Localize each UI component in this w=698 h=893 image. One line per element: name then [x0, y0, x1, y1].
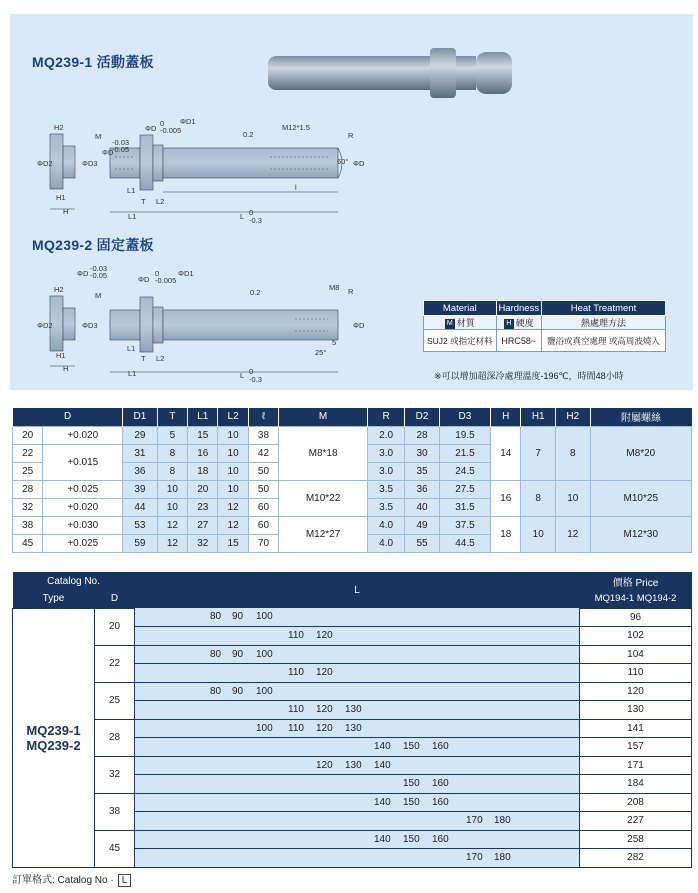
table-cell: 31	[123, 444, 158, 462]
l-value: 100	[256, 611, 273, 622]
table-cell: +0.025	[43, 480, 123, 498]
table-row	[13, 793, 692, 812]
d-cell: 20	[95, 608, 135, 645]
lbl-l1a: L1	[127, 186, 136, 195]
table-cell: 19.5	[439, 426, 490, 444]
table-cell: 18	[188, 462, 218, 480]
table-row	[13, 426, 692, 444]
l-value: 110	[288, 630, 304, 641]
table-cell: 3.5	[367, 480, 404, 498]
table-cell: 60	[248, 498, 278, 516]
t1-header: D1	[123, 408, 158, 426]
table-cell: 8	[157, 462, 187, 480]
table-cell: 15	[218, 534, 248, 552]
d-cell: 38	[95, 793, 135, 830]
table-cell: 10	[521, 516, 556, 552]
l-value: 100	[256, 685, 273, 697]
lbl2-tol2a: 0	[155, 269, 160, 278]
table-row	[13, 719, 692, 738]
lbl2-l: L	[240, 371, 245, 380]
table-cell: 27	[188, 516, 218, 534]
price-cell: 130	[580, 701, 692, 720]
table-cell: 36	[123, 462, 158, 480]
spec-table	[423, 300, 666, 352]
t1-header: D3	[439, 408, 490, 426]
lbl2-ltol2: -0.3	[249, 375, 262, 384]
d-cell: 28	[95, 719, 135, 756]
h-catalog: Catalog No.	[13, 572, 135, 590]
l-value: 150	[403, 796, 420, 808]
table-cell: 10	[555, 480, 590, 516]
l-cell	[135, 738, 580, 757]
type-cell	[13, 608, 95, 867]
lbl2-l2: L2	[156, 354, 165, 363]
lbl-tol1a: -0.03	[112, 138, 130, 147]
l-value: 90	[232, 685, 244, 697]
h-badge-icon: H	[504, 319, 514, 329]
l-value: 160	[432, 741, 449, 752]
table-row	[13, 645, 692, 664]
l-value: 130	[345, 704, 362, 715]
table-row	[13, 682, 692, 701]
lbl2-r: R	[348, 287, 354, 296]
l-value: 180	[494, 815, 511, 826]
price-cell: 184	[580, 775, 692, 794]
lbl2-phid2: ΦD	[138, 275, 150, 284]
h-l: L	[135, 572, 580, 608]
l-cell	[135, 719, 580, 738]
l-cell	[135, 682, 580, 701]
l-cell	[135, 756, 580, 775]
spec-material: SUJ2 或指定材料	[424, 330, 497, 352]
table-cell: 23	[188, 498, 218, 516]
table-cell: 7	[521, 426, 556, 480]
l-value: 120	[316, 630, 333, 641]
l-value: 100	[256, 722, 273, 734]
table-cell: 12	[218, 516, 248, 534]
lbl2-rough: 0.2	[250, 288, 261, 297]
l-cell	[135, 849, 580, 868]
type-1: MQ239-1	[26, 722, 81, 738]
l-value: 80	[210, 648, 222, 660]
lbl-phid-end: ΦD	[353, 159, 365, 168]
t1-header: H1	[521, 408, 556, 426]
table-cell: 35	[405, 462, 440, 480]
table-cell: 10	[218, 462, 248, 480]
table-cell: 31.5	[439, 498, 490, 516]
l-value: 160	[432, 778, 449, 789]
price-cell: 141	[580, 719, 692, 738]
lbl2-d3: ΦD3	[82, 321, 98, 330]
l-cell	[135, 664, 580, 683]
table-cell: 32	[188, 534, 218, 552]
h-price-sub: MQ194-1 MQ194-2	[580, 590, 692, 608]
table-cell: 12	[157, 516, 187, 534]
price-cell: 282	[580, 849, 692, 868]
table-cell: 30	[405, 444, 440, 462]
l-value: 120	[316, 667, 333, 678]
table-cell: 55	[405, 534, 440, 552]
table-cell: 14	[491, 426, 521, 480]
lbl-d3: ΦD3	[82, 159, 98, 168]
l-cell	[135, 793, 580, 812]
spec-sub-treatment: 熱處理方法	[541, 316, 665, 330]
table-cell: +0.015	[43, 444, 123, 480]
lbl-tol2a: 0	[160, 119, 165, 128]
table-cell: 10	[157, 480, 187, 498]
price-cell: 102	[580, 627, 692, 646]
l-value: 80	[210, 611, 222, 622]
lbl-phid1: ΦD1	[180, 117, 196, 126]
table-row	[13, 480, 692, 498]
l-value: 170	[466, 852, 483, 863]
table-cell: 42	[248, 444, 278, 462]
lbl-l1b: L1	[128, 212, 137, 221]
lbl2-m: M	[95, 291, 102, 300]
table-cell: 28	[13, 480, 43, 498]
table-cell: +0.030	[43, 516, 123, 534]
table-cell: 40	[405, 498, 440, 516]
t1-header: R	[367, 408, 404, 426]
lbl2-h1: H1	[56, 351, 66, 360]
table-cell: 25	[13, 462, 43, 480]
l-value: 110	[288, 667, 304, 678]
price-cell: 120	[580, 682, 692, 701]
table-cell: 18	[491, 516, 521, 552]
lbl-tol2b: -0.005	[160, 126, 182, 135]
lbl-angle: 60°	[337, 157, 349, 166]
h-type: Type	[13, 590, 95, 608]
m-badge-icon: M	[445, 319, 455, 329]
t1-header: H	[491, 408, 521, 426]
table-cell: 50	[248, 480, 278, 498]
table-row	[13, 608, 692, 627]
table-cell: M12*27	[279, 516, 368, 552]
t1-header: D2	[405, 408, 440, 426]
l-value: 140	[374, 741, 391, 752]
lbl-tol1b: -0.05	[112, 145, 130, 154]
t1-header: M	[279, 408, 368, 426]
l-value: 120	[316, 722, 333, 734]
lbl-h: H	[63, 207, 69, 216]
table-cell: M8*18	[279, 426, 368, 480]
lbl2-phid1: ΦD1	[178, 269, 194, 278]
price-cell: 110	[580, 664, 692, 683]
table-cell: 49	[405, 516, 440, 534]
lbl-phid2: ΦD	[145, 124, 157, 133]
table-cell: +0.025	[43, 534, 123, 552]
table-cell: 12	[555, 516, 590, 552]
table-cell: 44	[123, 498, 158, 516]
table-cell: 24.5	[439, 462, 490, 480]
table-cell: 2.0	[367, 426, 404, 444]
l-value: 80	[210, 685, 222, 697]
lbl-t: T	[141, 197, 146, 206]
type-2: MQ239-2	[26, 737, 81, 753]
l-value: 130	[345, 759, 362, 771]
spec-hardness: HRC58~	[496, 330, 541, 352]
t1-header: ℓ	[248, 408, 278, 426]
lbl-h2: H2	[54, 123, 64, 132]
table-cell: 3.0	[367, 462, 404, 480]
l-value: 140	[374, 759, 391, 771]
table-cell: 8	[157, 444, 187, 462]
table-cell: 29	[123, 426, 158, 444]
lbl-l2: L2	[156, 197, 165, 206]
d-cell: 25	[95, 682, 135, 719]
l-value: 140	[374, 833, 391, 845]
table-cell: 12	[218, 498, 248, 516]
t1-header: H2	[555, 408, 590, 426]
l-value: 170	[466, 815, 483, 826]
l-value: 90	[232, 611, 244, 622]
l-cell	[135, 701, 580, 720]
l-cell	[135, 627, 580, 646]
lbl2-t: T	[141, 354, 146, 363]
table-cell: 38	[13, 516, 43, 534]
title-mq239-2: MQ239-2 固定蓋板	[32, 237, 154, 253]
table-row	[13, 830, 692, 849]
table-cell: 10	[218, 480, 248, 498]
table-cell: 32	[13, 498, 43, 516]
table-cell: 20	[188, 480, 218, 498]
l-value: 180	[494, 852, 511, 863]
price-cell: 104	[580, 645, 692, 664]
spec-h-hardness: Hardness	[496, 301, 541, 316]
l-cell	[135, 830, 580, 849]
t1-header: L2	[218, 408, 248, 426]
h-price: 價格 Price	[580, 572, 692, 590]
lbl-lsmall: l	[295, 183, 297, 192]
table-cell: 27.5	[439, 480, 490, 498]
price-cell: 171	[580, 756, 692, 775]
table-cell: 45	[13, 534, 43, 552]
t1-header: L1	[188, 408, 218, 426]
lbl2-h2: H2	[54, 285, 64, 294]
lbl2-tol1b: -0.05	[90, 271, 108, 280]
spec-h-treatment: Heat Treatment	[541, 301, 665, 316]
lbl-r: R	[348, 131, 354, 140]
lbl2-d2: ΦD2	[37, 321, 53, 330]
lbl2-five: 5	[332, 338, 337, 347]
l-value: 120	[316, 759, 333, 771]
table-cell: 50	[248, 462, 278, 480]
lbl2-tol2b: -0.005	[155, 276, 177, 285]
lbl-l: L	[240, 212, 245, 221]
part-photo	[268, 48, 512, 98]
lbl-h1: H1	[56, 193, 66, 202]
order-format	[12, 871, 131, 887]
table-cell: 8	[555, 426, 590, 480]
title-mq239-1: MQ239-1 活動蓋板	[32, 54, 154, 70]
l-cell	[135, 812, 580, 831]
table-cell: 21.5	[439, 444, 490, 462]
d-cell: 22	[95, 645, 135, 682]
table-cell: 36	[405, 480, 440, 498]
lbl2-l1a: L1	[127, 344, 136, 353]
table-cell: 4.0	[367, 534, 404, 552]
l-value: 100	[256, 648, 273, 660]
l-cell	[135, 775, 580, 794]
table-row	[13, 516, 692, 534]
table-cell: 70	[248, 534, 278, 552]
spec-h-material: Material	[424, 301, 497, 316]
lbl2-ltol: 0	[249, 367, 254, 376]
lbl-phid: ΦD	[102, 148, 114, 157]
spec-note: ※可以增加超深冷處理溫度-196℃，時間48小時	[434, 371, 624, 381]
t1-header: T	[157, 408, 187, 426]
price-cell: 258	[580, 830, 692, 849]
table-cell: 59	[123, 534, 158, 552]
table-cell: 60	[248, 516, 278, 534]
price-cell: 96	[580, 608, 692, 627]
spec-sub-hardness: 硬度	[515, 318, 534, 328]
l-value: 120	[316, 704, 333, 715]
h-d: D	[95, 590, 135, 608]
lbl2-ang25: 25°	[315, 348, 327, 357]
table-cell: 28	[405, 426, 440, 444]
order-box: L	[118, 874, 132, 887]
price-cell: 157	[580, 738, 692, 757]
l-value: 90	[232, 648, 244, 660]
spec-treatment: 鹽浴或真空處理 或高周波燒入	[541, 330, 665, 352]
table-cell: 39	[123, 480, 158, 498]
table-cell: 15	[188, 426, 218, 444]
table-cell: 10	[218, 444, 248, 462]
table-cell: M10*22	[279, 480, 368, 516]
table-cell: 12	[157, 534, 187, 552]
table-cell: 8	[521, 480, 556, 516]
table-cell: 38	[248, 426, 278, 444]
lbl2-l1b: L1	[128, 369, 137, 378]
l-value: 140	[374, 796, 391, 808]
table-cell: M10*25	[590, 480, 691, 516]
table-cell: 44.5	[439, 534, 490, 552]
lbl2-phid-end: ΦD	[353, 321, 365, 330]
table-cell: 53	[123, 516, 158, 534]
lbl-m: M	[95, 132, 102, 141]
d-cell: 32	[95, 756, 135, 793]
lbl-ltol2: -0.3	[249, 216, 262, 225]
dimension-table	[12, 408, 692, 553]
l-value: 160	[432, 833, 449, 845]
order-label: 訂單格式: Catalog No ·	[12, 875, 114, 886]
table-cell: 37.5	[439, 516, 490, 534]
table-cell: +0.020	[43, 426, 123, 444]
table-cell: 3.0	[367, 444, 404, 462]
table-cell: 16	[491, 480, 521, 516]
t1-header: 附屬螺絲	[590, 408, 691, 426]
t1-header: D	[13, 408, 123, 426]
l-value: 150	[403, 833, 420, 845]
table-cell: M8*20	[590, 426, 691, 480]
lbl-ltol: 0	[249, 208, 254, 217]
l-value: 150	[403, 741, 420, 752]
table-cell: M12*30	[590, 516, 691, 552]
l-value: 110	[288, 722, 304, 734]
lbl-rough: 0.2	[243, 130, 254, 139]
spec-sub-material: 材質	[456, 318, 475, 328]
table-cell: 5	[157, 426, 187, 444]
drawing-panel	[10, 14, 693, 390]
lbl-thread1: M12*1.5	[282, 123, 310, 132]
table-cell: +0.020	[43, 498, 123, 516]
lbl2-phid: ΦD	[77, 269, 89, 278]
l-value: 130	[345, 722, 362, 734]
lbl2-thread: M8	[329, 283, 340, 292]
lbl2-tol1a: -0.03	[90, 264, 108, 273]
lbl2-h: H	[63, 364, 69, 373]
l-cell	[135, 608, 580, 627]
l-value: 150	[403, 778, 420, 789]
price-cell: 208	[580, 793, 692, 812]
table-cell: 16	[188, 444, 218, 462]
table-cell: 20	[13, 426, 43, 444]
l-value: 160	[432, 796, 449, 808]
table-cell: 3.5	[367, 498, 404, 516]
table-cell: 22	[13, 444, 43, 462]
d-cell: 45	[95, 830, 135, 867]
table-row	[13, 756, 692, 775]
price-cell: 227	[580, 812, 692, 831]
l-value: 110	[288, 704, 304, 715]
l-cell	[135, 645, 580, 664]
table-cell: 10	[218, 426, 248, 444]
table-cell: 4.0	[367, 516, 404, 534]
price-table	[12, 572, 692, 868]
table-cell: 10	[157, 498, 187, 516]
lbl-d2: ΦD2	[37, 159, 53, 168]
